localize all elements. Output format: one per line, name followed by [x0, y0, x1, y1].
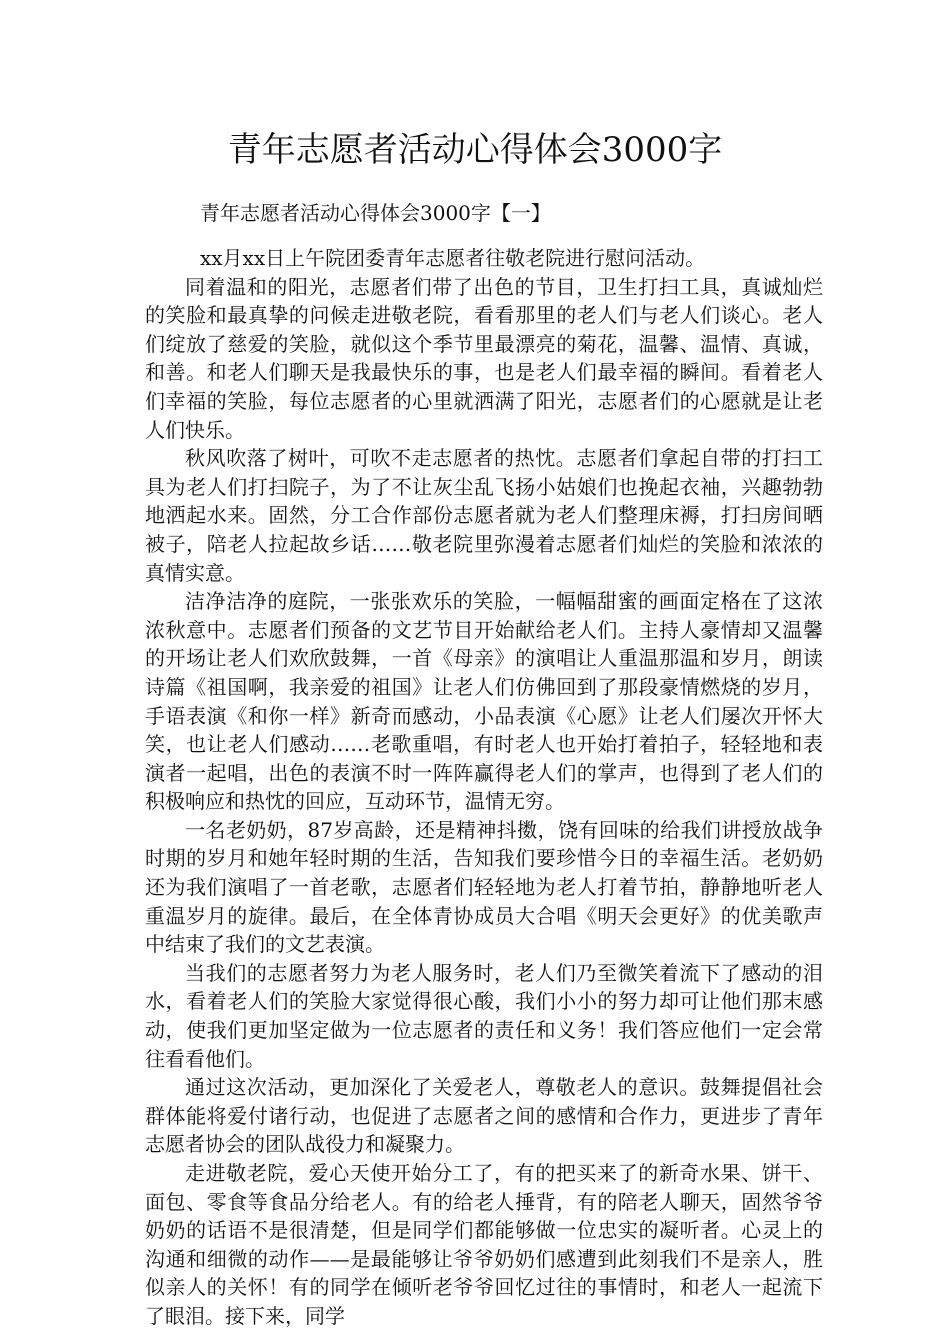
paragraph: 同着温和的阳光，志愿者们带了出色的节目，卫生打扫工具，真诚灿烂的笑脸和最真挚的问候走进敬老院，看看那里的老人们与老人们谈心。老人们绽放了慈爱的笑脸，就似这个季节里最漂亮的菊花，温馨、温情、真诚，和善。和老人们聊天是我最快乐的事，也是老人们最幸福的瞬间。看着老人们幸福的笑脸，每位志愿者的心里就洒满了阳光，志愿者们的心愿就是让老人们快乐。: [145, 274, 823, 442]
paragraph: 当我们的志愿者努力为老人服务时，老人们乃至微笑着流下了感动的泪水，看着老人们的笑脸大家觉得很心酸，我们小小的努力却可让他们那末感动，使我们更加坚定做为一位志愿者的责任和义务！我们答应他们一定会常往看看他们。: [145, 960, 823, 1071]
paragraph: 走进敬老院，爱心天使开始分工了，有的把买来了的新奇水果、饼干、面包、零食等食品分给老人。有的给老人捶背，有的陪老人聊天，固然爷爷奶奶的话语不是很清楚，但是同学们都能够做一位忠实的凝听者。心灵上的沟通和细微的动作——是最能够让爷爷奶奶们感遭到此刻我们不是亲人，胜似亲人的关怀！有的同学在倾听老爷爷回忆过往的事情时，和老人一起流下了眼泪。接下来，同学: [145, 1161, 823, 1328]
paragraph: 洁净洁净的庭院，一张张欢乐的笑脸，一幅幅甜蜜的画面定格在了这浓浓秋意中。志愿者们预备的文艺节目开始献给老人们。主持人豪情却又温馨的开场让老人们欢欣鼓舞，一首《母亲》的演唱让人重温那温和岁月，朗读诗篇《祖国啊，我亲爱的祖国》让老人们仿佛回到了那段豪情燃烧的岁月，手语表演《和你一样》新奇而感动，小品表演《心愿》让老人们屡次开怀大笑，也让老人们感动……老歌重唱，有时老人也开始打着拍子，轻轻地和表演者一起唱，出色的表演不时一阵阵赢得老人们的掌声，也得到了老人们的积极响应和热忱的回应，互动环节，温情无穷。: [145, 589, 823, 814]
paragraph: 通过这次活动，更加深化了关爱老人，尊敬老人的意识。鼓舞提倡社会群体能将爱付诸行动，也促进了志愿者之间的感情和合作力，更进步了青年志愿者协会的团队战役力和凝聚力。: [145, 1075, 823, 1157]
paragraph: xx月xx日上午院团委青年志愿者往敬老院进行慰问活动。: [200, 246, 706, 270]
document-title: 青年志愿者活动心得体会3000字: [227, 130, 723, 170]
paragraph: 秋风吹落了树叶，可吹不走志愿者的热忱。志愿者们拿起自带的打扫工具为老人们打扫院子，为了不让灰尘乱飞扬小姑娘们也挽起衣袖，兴趣勃勃地洒起水来。固然，分工合作部份志愿者就为老人们整理床褥，打扫房间晒被子，陪老人拉起故乡话……敬老院里弥漫着志愿者们灿烂的笑脸和浓浓的真情实意。: [145, 446, 823, 585]
document-body: [145, 244, 823, 1331]
paragraph: 一名老奶奶，87岁高龄，还是精神抖擞，饶有回味的给我们讲授放战争时期的岁月和她年轻时期的生活，告知我们要珍惜今日的幸福生活。老奶奶还为我们演唱了一首老歌，志愿者们轻轻地为老人打着节拍，静静地听老人重温岁月的旋律。最后，在全体青协成员大合唱《明天会更好》的优美歌声中结束了我们的文艺表演。: [145, 817, 823, 957]
section-heading: 青年志愿者活动心得体会3000字【一】: [200, 201, 551, 225]
